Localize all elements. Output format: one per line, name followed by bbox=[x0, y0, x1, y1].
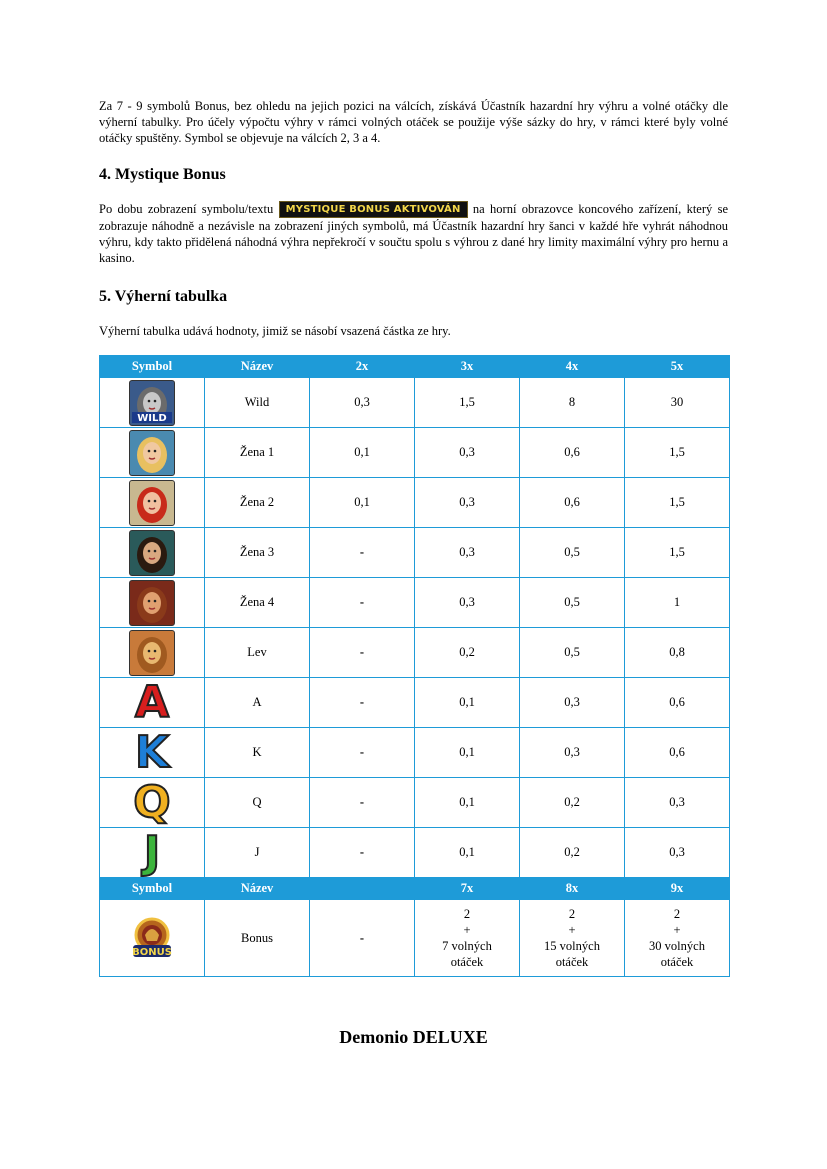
zena-3-icon bbox=[129, 530, 175, 576]
letter-a-icon: A bbox=[134, 676, 170, 728]
paytable-row bbox=[100, 628, 730, 678]
value-5x: 0,8 bbox=[625, 628, 730, 678]
value-4x: 0,2 bbox=[520, 828, 625, 878]
mystique-text-before: Po dobu zobrazení symbolu/textu bbox=[99, 202, 274, 216]
value-3x: 0,3 bbox=[415, 428, 520, 478]
intro-paragraph: Za 7 - 9 symbolů Bonus, bez ohledu na jejich pozici na válcích, získává Účastník hazardní hry výhru a volné otáčky dle výherní tabulky. Pro účely výpočtu výhry v rámci volných otáček se použije výše sázky do hry, v rámci které byly volné otáčky spuštěny. Symbol se objevuje na válcích 2, 3 a 4. bbox=[99, 99, 728, 145]
value-4x: 0,2 bbox=[520, 778, 625, 828]
paytable-row bbox=[100, 828, 730, 878]
value-2x: 0,3 bbox=[310, 378, 415, 428]
bonus-col3: - bbox=[310, 900, 415, 977]
header-5x: 5x bbox=[625, 356, 730, 378]
header-name: Název bbox=[205, 356, 310, 378]
wild-icon bbox=[129, 380, 175, 426]
symbol-cell bbox=[100, 728, 205, 778]
bonus-header-name: Název bbox=[205, 878, 310, 900]
svg-text:WILD: WILD bbox=[137, 412, 167, 424]
paytable-row bbox=[100, 678, 730, 728]
paytable-row bbox=[100, 428, 730, 478]
bonus-7x-line: + bbox=[463, 923, 471, 937]
symbol-cell bbox=[100, 478, 205, 528]
section-5-heading: 5. Výherní tabulka bbox=[99, 288, 228, 305]
value-4x: 0,5 bbox=[520, 628, 625, 678]
zena-4-icon bbox=[129, 580, 175, 626]
footer-title: Demonio DELUXE bbox=[339, 1027, 488, 1047]
value-4x: 0,3 bbox=[520, 678, 625, 728]
bonus-8x-line: otáček bbox=[555, 955, 589, 969]
value-5x: 1,5 bbox=[625, 428, 730, 478]
mystique-paragraph bbox=[99, 201, 728, 266]
bonus-8x-line: + bbox=[568, 923, 576, 937]
lion-icon bbox=[129, 630, 175, 676]
bonus-9x-line: otáček bbox=[660, 955, 694, 969]
header-3x: 3x bbox=[415, 356, 520, 378]
bonus-symbol-cell bbox=[100, 900, 205, 977]
paytable bbox=[99, 355, 730, 977]
bonus-header-symbol: Symbol bbox=[100, 878, 205, 900]
symbol-cell bbox=[100, 828, 205, 878]
symbol-name: Žena 2 bbox=[205, 478, 310, 528]
symbol-cell bbox=[100, 778, 205, 828]
value-3x: 0,2 bbox=[415, 628, 520, 678]
header-4x: 4x bbox=[520, 356, 625, 378]
value-5x: 0,6 bbox=[625, 728, 730, 778]
bonus-7x-line: 7 volných bbox=[442, 939, 492, 953]
value-5x: 1,5 bbox=[625, 478, 730, 528]
value-2x: - bbox=[310, 528, 415, 578]
paytable-row bbox=[100, 728, 730, 778]
bonus-7x bbox=[415, 900, 520, 977]
symbol-cell bbox=[100, 428, 205, 478]
bonus-9x-line: 30 volných bbox=[649, 939, 705, 953]
bonus-row bbox=[100, 900, 730, 977]
symbol-name: K bbox=[205, 728, 310, 778]
bonus-7x-line: otáček bbox=[450, 955, 484, 969]
bonus-8x-line: 15 volných bbox=[544, 939, 600, 953]
value-5x: 1 bbox=[625, 578, 730, 628]
paytable-row bbox=[100, 378, 730, 428]
value-2x: - bbox=[310, 578, 415, 628]
symbol-cell bbox=[100, 628, 205, 678]
bonus-header-empty bbox=[310, 878, 415, 900]
value-3x: 0,3 bbox=[415, 478, 520, 528]
bonus-header-row bbox=[100, 878, 730, 900]
bonus-icon-text: BONUS bbox=[132, 947, 172, 958]
symbol-cell bbox=[100, 678, 205, 728]
letter-q-icon: Q bbox=[133, 776, 171, 828]
header-7x: 7x bbox=[415, 878, 520, 900]
value-4x: 0,6 bbox=[520, 478, 625, 528]
value-5x: 0,3 bbox=[625, 778, 730, 828]
header-8x: 8x bbox=[520, 878, 625, 900]
value-4x: 0,6 bbox=[520, 428, 625, 478]
bonus-9x-line: + bbox=[673, 923, 681, 937]
value-5x: 1,5 bbox=[625, 528, 730, 578]
value-2x: 0,1 bbox=[310, 428, 415, 478]
symbol-name: Žena 4 bbox=[205, 578, 310, 628]
value-3x: 0,3 bbox=[415, 528, 520, 578]
symbol-name: Wild bbox=[205, 378, 310, 428]
header-2x: 2x bbox=[310, 356, 415, 378]
letter-j-icon: J bbox=[143, 826, 161, 878]
bonus-icon bbox=[129, 915, 175, 961]
value-2x: - bbox=[310, 728, 415, 778]
bonus-name: Bonus bbox=[205, 900, 310, 977]
paytable-row bbox=[100, 778, 730, 828]
paytable-description: Výherní tabulka udává hodnoty, jimiž se násobí vsazená částka ze hry. bbox=[99, 324, 451, 338]
paytable-row bbox=[100, 478, 730, 528]
section-4-heading: 4. Mystique Bonus bbox=[99, 166, 226, 183]
value-3x: 0,1 bbox=[415, 728, 520, 778]
value-5x: 0,6 bbox=[625, 678, 730, 728]
value-2x: - bbox=[310, 678, 415, 728]
value-5x: 30 bbox=[625, 378, 730, 428]
header-symbol: Symbol bbox=[100, 356, 205, 378]
symbol-cell bbox=[100, 528, 205, 578]
symbol-cell bbox=[100, 378, 205, 428]
value-4x: 0,5 bbox=[520, 578, 625, 628]
symbol-name: J bbox=[205, 828, 310, 878]
paytable-row bbox=[100, 578, 730, 628]
symbol-name: Lev bbox=[205, 628, 310, 678]
symbol-cell bbox=[100, 578, 205, 628]
symbol-name: Q bbox=[205, 778, 310, 828]
value-3x: 0,1 bbox=[415, 778, 520, 828]
bonus-9x-line: 2 bbox=[673, 907, 681, 921]
value-5x: 0,3 bbox=[625, 828, 730, 878]
value-2x: - bbox=[310, 628, 415, 678]
bonus-8x-line: 2 bbox=[568, 907, 576, 921]
letter-k-icon: K bbox=[134, 726, 170, 778]
value-2x: - bbox=[310, 828, 415, 878]
value-3x: 0,3 bbox=[415, 578, 520, 628]
symbol-name: Žena 3 bbox=[205, 528, 310, 578]
value-4x: 8 bbox=[520, 378, 625, 428]
bonus-7x-line: 2 bbox=[463, 907, 471, 921]
symbol-name: Žena 1 bbox=[205, 428, 310, 478]
bonus-9x bbox=[625, 900, 730, 977]
zena-2-icon bbox=[129, 480, 175, 526]
mystique-text-after: na horní obrazovce koncového zařízení, který se zobrazuje náhodně a nezávisle na zobrazení jiných symbolů, má Účastník hazardní hry šanci v každé hře vyhrát náhodnou výhru, kdy takto přidělená náhodná výhra nepřekročí v součtu spolu s výhrou z dané hry limity maximální výhry pro hernu a kasino. bbox=[99, 202, 728, 265]
symbol-name: A bbox=[205, 678, 310, 728]
paytable-header-row bbox=[100, 356, 730, 378]
value-4x: 0,3 bbox=[520, 728, 625, 778]
value-3x: 1,5 bbox=[415, 378, 520, 428]
value-3x: 0,1 bbox=[415, 678, 520, 728]
value-2x: - bbox=[310, 778, 415, 828]
value-3x: 0,1 bbox=[415, 828, 520, 878]
value-4x: 0,5 bbox=[520, 528, 625, 578]
bonus-8x bbox=[520, 900, 625, 977]
value-2x: 0,1 bbox=[310, 478, 415, 528]
paytable-row bbox=[100, 528, 730, 578]
header-9x: 9x bbox=[625, 878, 730, 900]
zena-1-icon bbox=[129, 430, 175, 476]
mystique-bonus-badge: MYSTIQUE BONUS AKTIVOVÁN bbox=[279, 201, 468, 218]
